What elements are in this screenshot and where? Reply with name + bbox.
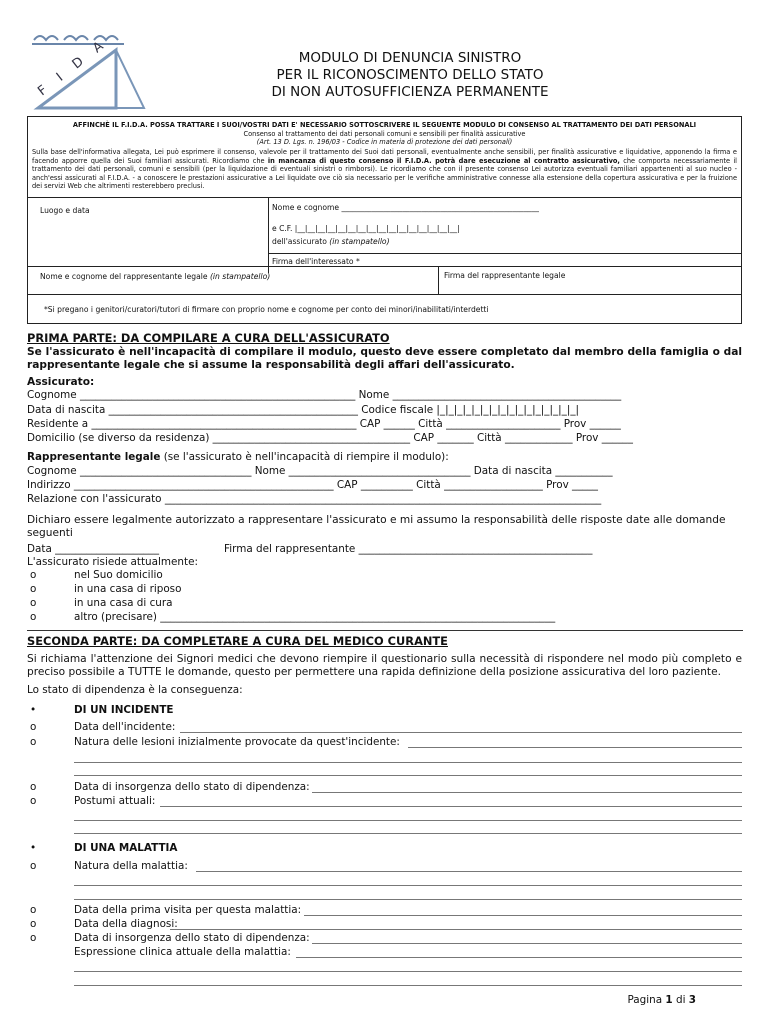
consent-body [32,148,737,191]
part2-title: SECONDA PARTE: DA COMPLETARE A CURA DEL MEDICO CURANTE [27,634,448,648]
consent-heading: AFFINCHÈ IL F.I.D.A. POSSA TRATTARE I SUOI/VOSTRI DATI E' NECESSARIO SOTTOSCRIVERE IL SEGUENTE MODULO DI CONSENSO AL TRATTAMENTO DEI DATI PERSONALI [72,121,697,129]
option-casa-cura[interactable]: in una casa di cura [74,597,173,609]
malattia-heading: DI UNA MALATTIA [74,842,178,854]
option-circle-icon[interactable]: o [30,597,37,609]
part1-intro: Se l'assicurato è nell'incapacità di compilare il modulo, questo deve essere completato dal membro della famiglia o dal rappresentante legale che si assume la responsabilità degli affari dell'assicurato. [27,346,742,371]
nome-cognome-field[interactable]: Nome e cognome ____________________________________________________ [272,203,539,212]
insorgenza-incidente-label: Data di insorgenza dello stato di dipendenza: [74,781,310,793]
data-incidente-label: Data dell'incidente: [74,721,176,733]
natura-lesioni-line[interactable] [74,775,742,776]
natura-malattia-line[interactable] [74,885,742,886]
codice-fiscale-field[interactable]: e C.F. |__|__|__|__|__|__|__|__|__|__|__|__|__|__|__|__| [272,224,460,233]
title-line-1: MODULO DI DENUNCIA SINISTRO [298,50,522,66]
diagnosi-field[interactable] [170,929,742,930]
consent-note: *Si pregano i genitori/curatori/tutori di firmare con proprio nome e cognome per conto dei minori/inabilitati/interdetti [44,305,489,314]
insorgenza-malattia-field[interactable] [312,943,742,944]
part1-title: PRIMA PARTE: DA COMPILARE A CURA DELL'ASSICURATO [27,331,390,345]
prima-visita-field[interactable] [304,915,742,916]
consent-body-b: che comporta necessariamente il trattamento dei dati personali, comuni e sensibili (per la liquidazione di eventuali sinistri o rimborsi). Le ricordiamo che con il presente consenso Lei autorizza eventuali familiari appartenenti al suo nucleo - anch'essi assicurati al F.I.D.A. - a conoscere le prestazioni assicurative a Lei liquidate ove ciò sia necessario per le verifiche amministrative connesse alla estensione della copertura assicurativa e per la fruizione dei servizi Web che altrimenti resterebbero preclusi. [32,156,738,191]
option-circle-icon: o [30,721,37,733]
insorgenza-malattia-label: Data di insorgenza dello stato di dipendenza: [74,932,310,944]
diagnosi-label: Data della diagnosi: [74,918,178,930]
insorgenza-incidente-field[interactable] [312,792,742,793]
data-field[interactable]: Data ____________________ [27,543,160,555]
assicurato-stamp-label: dell'assicurato (in stampatello) [272,237,390,246]
consent-body-a: Sulla base dell'informativa allegata, Lei può esprimere il consenso, valevole per il trattamento dei Suoi dati personali, eventualmente anche sensibili, per finalità assicurative e liquidative, apponendo la firma e facendo apporre quella dei Suoi familiari assicurati. Ricordiamo che [32,148,737,165]
assicurato-row-domicilio[interactable]: Domicilio (se diverso da residenza) ______________________________________ CAP _______ Città _____________ Prov ______ [27,432,633,444]
option-circle-icon: o [30,918,37,930]
option-circle-icon: o [30,932,37,944]
part2-intro: Si richiama l'attenzione dei Signori medici che devono riempire il questionario sulla necessità di rispondere nel modo più completo e preciso possibile a TUTTE le domande, questo per permettere una rapida definizione della posizione assicurativa del loro paziente. [27,653,742,678]
option-circle-icon[interactable]: o [30,611,37,623]
option-circle-icon: o [30,795,37,807]
option-circle-icon: o [30,904,37,916]
espressione-clinica-line[interactable] [74,985,742,986]
bullet-icon: • [30,704,37,716]
espressione-clinica-line[interactable] [74,971,742,972]
title-line-3: DI NON AUTOSUFFICIENZA PERMANENTE [271,84,549,100]
option-circle-icon: o [30,781,37,793]
data-incidente-field[interactable] [180,732,742,733]
rappr-row-relazione[interactable]: Relazione con l'assicurato ____________________________________________________________________________________ [27,493,602,505]
option-circle-icon[interactable]: o [30,569,37,581]
natura-lesioni-line[interactable] [74,762,742,763]
espressione-clinica-label: Espressione clinica attuale della malattia: [74,946,291,958]
section-divider [27,630,743,631]
incidente-heading: DI UN INCIDENTE [74,704,174,716]
natura-malattia-line[interactable] [74,899,742,900]
option-circle-icon: o [30,860,37,872]
rappresentante-heading: Rappresentante legale (se l'assicurato è nell'incapacità di riempire il modulo): [27,451,449,463]
dichiaro-text: Dichiaro essere legalmente autorizzato a rappresentare l'assicurato e mi assumo la responsabilità delle risposte date alle domande seguenti [27,514,726,539]
consent-body-bold: in mancanza di questo consenso il F.I.D.A. potrà dare esecuzione al contratto assicurativo, [267,156,620,165]
natura-malattia-label: Natura della malattia: [74,860,188,872]
option-altro[interactable]: altro (precisare) ____________________________________________________________________________ [74,611,556,623]
rappr-firma-field[interactable]: Firma del rappresentante legale [444,271,566,280]
title-line-2: PER IL RICONOSCIMENTO DELLO STATO [276,67,544,83]
fida-logo [28,30,146,112]
option-domicilio[interactable]: nel Suo domicilio [74,569,163,581]
prima-visita-label: Data della prima visita per questa malattia: [74,904,302,916]
assicurato-row-nascita[interactable]: Data di nascita ________________________________________________ Codice fiscale |_|_|_|_|_|_|_|_|_|_|_|_|_|_|_|_| [27,404,580,416]
consent-subheading: Consenso al trattamento dei dati personali comuni e sensibili per finalità assicurative [243,130,526,138]
rappr-nome-field[interactable]: Nome e cognome del rappresentante legale (in stampatello) [40,272,271,281]
consent-box [27,116,742,324]
luogo-data-label: Luogo e data [40,206,90,215]
option-circle-icon[interactable]: o [30,583,37,595]
bullet-icon: • [30,842,37,854]
natura-lesioni-field[interactable] [408,747,742,748]
postumi-label: Postumi attuali: [74,795,156,807]
natura-malattia-field[interactable] [196,871,742,872]
rappr-row-cognome[interactable]: Cognome _________________________________ Nome ___________________________________ Data di nascita ___________ [27,465,613,477]
risiede-label: L'assicurato risiede attualmente: [27,556,198,568]
assicurato-label: Assicurato: [27,376,95,388]
consent-law-ref: (Art. 13 D. Lgs. n. 196/03 - Codice in materia di protezione dei dati personali) [256,138,513,146]
firma-interessato-field[interactable]: Firma dell'interessato * [272,257,360,266]
svg-text:F I D A: F I D A [35,35,112,100]
assicurato-row-residenza[interactable]: Residente a ___________________________________________________ CAP ______ Città ______________________ Prov ______ [27,418,621,430]
natura-lesioni-label: Natura delle lesioni inizialmente provocate da quest'incidente: [74,736,400,748]
option-casa-riposo[interactable]: in una casa di riposo [74,583,182,595]
assicurato-row-cognome[interactable]: Cognome _____________________________________________________ Nome ____________________________________________ [27,389,622,401]
postumi-field[interactable] [160,806,742,807]
document-title [160,50,660,101]
postumi-line[interactable] [74,833,742,834]
option-circle-icon: o [30,736,37,748]
firma-rappresentante-field[interactable]: Firma del rappresentante _____________________________________________ [224,543,593,555]
page-number: Pagina 1 di 3 [627,994,696,1006]
rappr-row-indirizzo[interactable]: Indirizzo __________________________________________________ CAP __________ Città ___________________ Prov _____ [27,479,599,491]
postumi-line[interactable] [74,820,742,821]
espressione-clinica-field[interactable] [296,957,742,958]
stato-dipendenza-label: Lo stato di dipendenza è la conseguenza: [27,684,243,696]
